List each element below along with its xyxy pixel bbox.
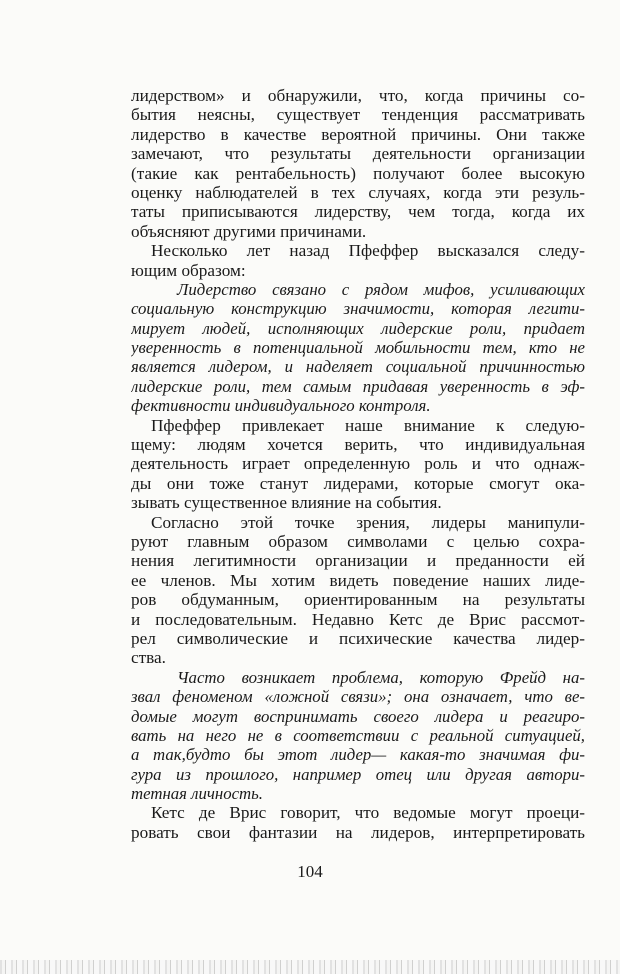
text-line: Кетс де Врис говорит, что ведомые могут проеци- <box>151 803 585 823</box>
text-line: Согласно этой точке зрения, лидеры манипули- <box>151 512 585 532</box>
scan-edge <box>0 960 620 974</box>
text-line: Часто возникает проблема, которую Фрейд на- <box>177 667 585 687</box>
text-line: объясняют другими причинами. <box>131 221 367 241</box>
text-line: ства. <box>131 648 166 668</box>
text-line: щему: людям хочется верить, что индивидуальная <box>131 435 585 455</box>
text-line: а так,будто бы этот лидер— какая-то значимая фи- <box>131 745 585 765</box>
text-line: и последовательным. Недавно Кетс де Врис рассмот- <box>131 609 585 629</box>
text-line: фективности индивидуального контроля. <box>131 396 431 416</box>
text-line: Пфеффер привлекает наше внимание к следую- <box>151 415 585 435</box>
text-line: (такие как рентабельность) получают более высокую <box>131 163 585 183</box>
text-line: рел символические и психические качества лидер- <box>131 628 585 648</box>
text-line: лидерство в качестве вероятной причины. Они также <box>131 124 585 144</box>
page-number: 104 <box>297 862 323 881</box>
text-line: звал феноменом «ложной связи»; она означает, что ве- <box>131 687 585 707</box>
text-line: ющим образом: <box>131 260 246 280</box>
text-line: нения легитимности организации и преданности ей <box>131 551 585 571</box>
text-line: ды они тоже станут лидерами, которые смогут ока- <box>131 473 585 493</box>
text-line: Несколько лет назад Пфеффер высказался следу- <box>151 241 585 261</box>
text-line: оценку наблюдателей в тех случаях, когда эти резуль- <box>131 182 585 202</box>
text-line: тетная личность. <box>131 784 264 804</box>
text-line: Лидерство связано с рядом мифов, усиливающих <box>177 279 585 299</box>
text-line: замечают, что результаты деятельности организации <box>131 144 585 164</box>
text-line: ее членов. Мы хотим видеть поведение наших лиде- <box>131 570 585 590</box>
text-line: деятельность играет определенную роль и что однаж- <box>131 454 585 474</box>
text-line: руют главным образом символами с целью сохра- <box>131 531 585 551</box>
body-text <box>131 86 585 842</box>
text-line: ровать свои фантазии на лидеров, интерпретировать <box>131 822 585 842</box>
text-line: является лидером, и наделяет социальной причинностью <box>131 357 585 377</box>
text-line: домые могут воспринимать своего лидера и реагиро- <box>131 706 585 726</box>
text-line: мирует людей, исполняющих лидерские роли, придает <box>131 318 585 338</box>
text-line: социальную конструкцию значимости, которая легити- <box>131 299 585 319</box>
text-line: ров обдуманным, ориентированным на результаты <box>131 590 585 610</box>
text-line: лидерством» и обнаружили, что, когда причины со- <box>131 86 585 105</box>
text-line: зывать существенное влияние на события. <box>131 493 442 513</box>
text-line: бытия неясны, существует тенденция рассматривать <box>131 105 585 125</box>
text-line: вать на него не в соответствии с реальной ситуацией, <box>131 725 585 745</box>
text-line: гура из прошлого, например отец или другая автори- <box>131 764 585 784</box>
text-line: уверенность в потенциальной мобильности тем, кто не <box>131 338 585 358</box>
text-line: лидерские роли, тем самым придавая уверенность в эф- <box>131 376 585 396</box>
text-line: таты приписываются лидерству, чем тогда, когда их <box>131 202 585 222</box>
